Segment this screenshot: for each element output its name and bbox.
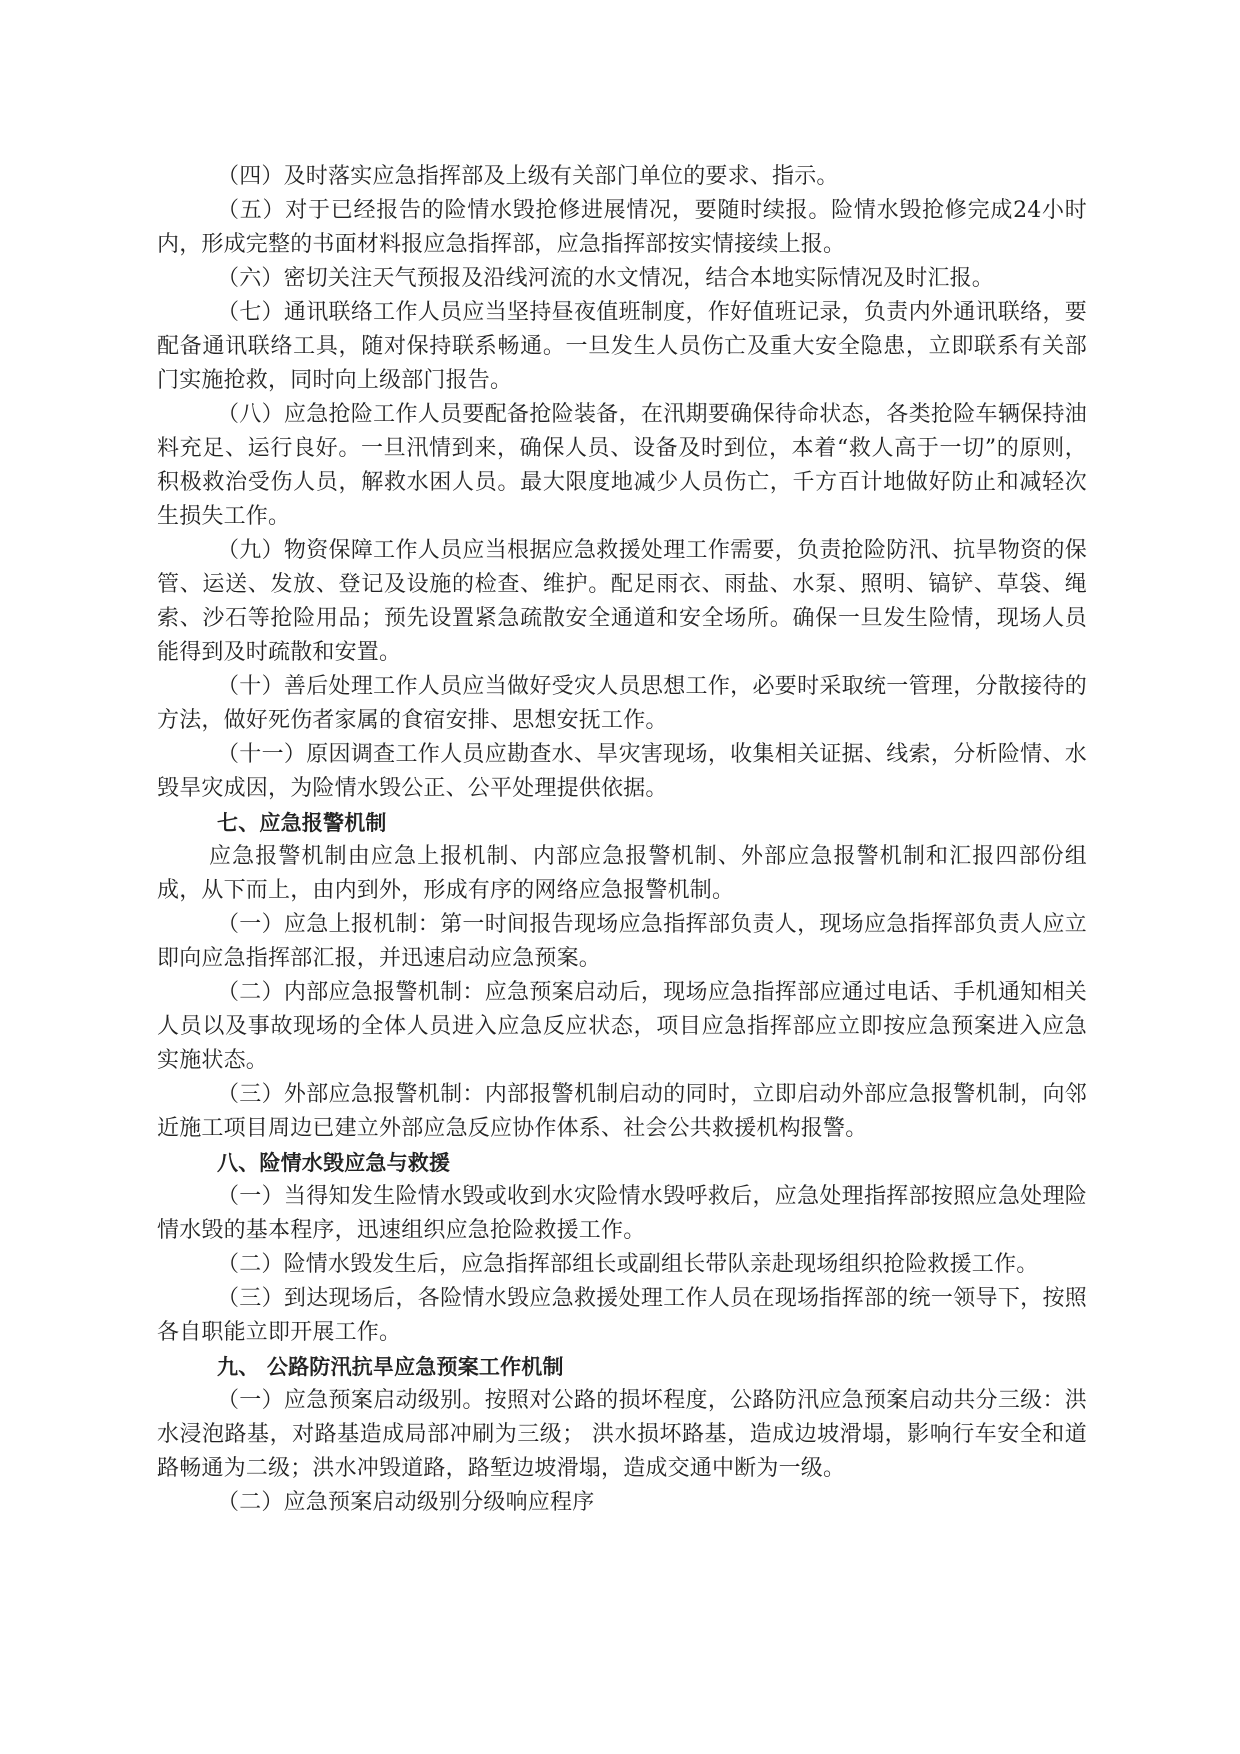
paragraph-item-8: （八）应急抢险工作人员要配备抢险装备，在汛期要确保待命状态，各类抢险车辆保持油料充足、运行良好。一旦汛情到来，确保人员、设备及时到位，本着“救人高于一切”的原则，积极救治受伤人员，解救水困人员。最大限度地减少人员伤亡，千方百计地做好防止和减轻次生损失工作。 [157, 402, 1087, 529]
paragraph-mechanism-1: （一）应急预案启动级别。按照对公路的损坏程度，公路防汛应急预案启动共分三级：洪水浸泡路基，对路基造成局部冲刷为三级； 洪水损坏路基，造成边坡滑塌，影响行车安全和道路畅通为二级；洪水冲毁道路，路堑边坡滑塌，造成交通中断为一级。 [157, 1388, 1087, 1481]
paragraph-item-9: （九）物资保障工作人员应当根据应急救援处理工作需要，负责抢险防汛、抗旱物资的保管、运送、发放、登记及设施的检查、维护。配足雨衣、雨盐、水泵、照明、镐铲、草袋、绳索、沙石等抢险用品；预先设置紧急疏散安全通道和安全场所。确保一旦发生险情，现场人员能得到及时疏散和安置。 [157, 538, 1087, 665]
paragraph-rescue-3: （三）到达现场后，各险情水毁应急救援处理工作人员在现场指挥部的统一领导下，按照各自职能立即开展工作。 [157, 1286, 1087, 1345]
paragraph-alarm-1: （一）应急上报机制：第一时间报告现场应急指挥部负责人，现场应急指挥部负责人应立即向应急指挥部汇报，并迅速启动应急预案。 [157, 912, 1087, 971]
paragraph-rescue-2: （二）险情水毁发生后，应急指挥部组长或副组长带队亲赴现场组织抢险救援工作。 [217, 1252, 1039, 1277]
paragraph-alarm-2: （二）内部应急报警机制：应急预案启动后，现场应急指挥部应通过电话、手机通知相关人员以及事故现场的全体人员进入应急反应状态，项目应急指挥部应立即按应急预案进入应急实施状态。 [157, 980, 1087, 1073]
paragraph-mechanism-2: （二）应急预案启动级别分级响应程序 [217, 1490, 595, 1515]
paragraph-item-6: （六）密切关注天气预报及沿线河流的水文情况，结合本地实际情况及时汇报。 [217, 266, 995, 291]
paragraph-item-10: （十）善后处理工作人员应当做好受灾人员思想工作，必要时采取统一管理，分散接待的方法，做好死伤者家属的食宿安排、思想安抚工作。 [157, 674, 1087, 733]
paragraph-alarm-3: （三）外部应急报警机制：内部报警机制启动的同时，立即启动外部应急报警机制，向邻近施工项目周边已建立外部应急反应协作体系、社会公共救援机构报警。 [157, 1082, 1087, 1141]
paragraph-item-5: （五）对于已经报告的险情水毁抢修进展情况，要随时续报。险情水毁抢修完成24小时内，形成完整的书面材料报应急指挥部，应急指挥部按实情接续上报。 [157, 198, 1087, 257]
section-heading-8: 八、险情水毁应急与救援 [217, 1151, 451, 1175]
paragraph-item-7: （七）通讯联络工作人员应当坚持昼夜值班制度，作好值班记录，负责内外通讯联络，要配备通讯联络工具，随对保持联系畅通。一旦发生人员伤亡及重大安全隐患，立即联系有关部门实施抢救，同时向上级部门报告。 [157, 300, 1087, 393]
paragraph-item-4: （四）及时落实应急指挥部及上级有关部门单位的要求、指示。 [217, 164, 839, 189]
paragraph-intro-alarm: 应急报警机制由应急上报机制、内部应急报警机制、外部应急报警机制和汇报四部份组成，从下而上，由内到外，形成有序的网络应急报警机制。 [157, 844, 1087, 903]
section-heading-7: 七、应急报警机制 [217, 811, 387, 835]
document-page [157, 160, 1087, 1520]
paragraph-rescue-1: （一）当得知发生险情水毁或收到水灾险情水毁呼救后，应急处理指挥部按照应急处理险情水毁的基本程序，迅速组织应急抢险救援工作。 [157, 1184, 1087, 1243]
section-heading-9: 九、 公路防汛抗旱应急预案工作机制 [217, 1355, 564, 1379]
paragraph-item-11: （十一）原因调查工作人员应勘查水、旱灾害现场，收集相关证据、线索，分析险情、水毁旱灾成因，为险情水毁公正、公平处理提供依据。 [157, 742, 1087, 801]
